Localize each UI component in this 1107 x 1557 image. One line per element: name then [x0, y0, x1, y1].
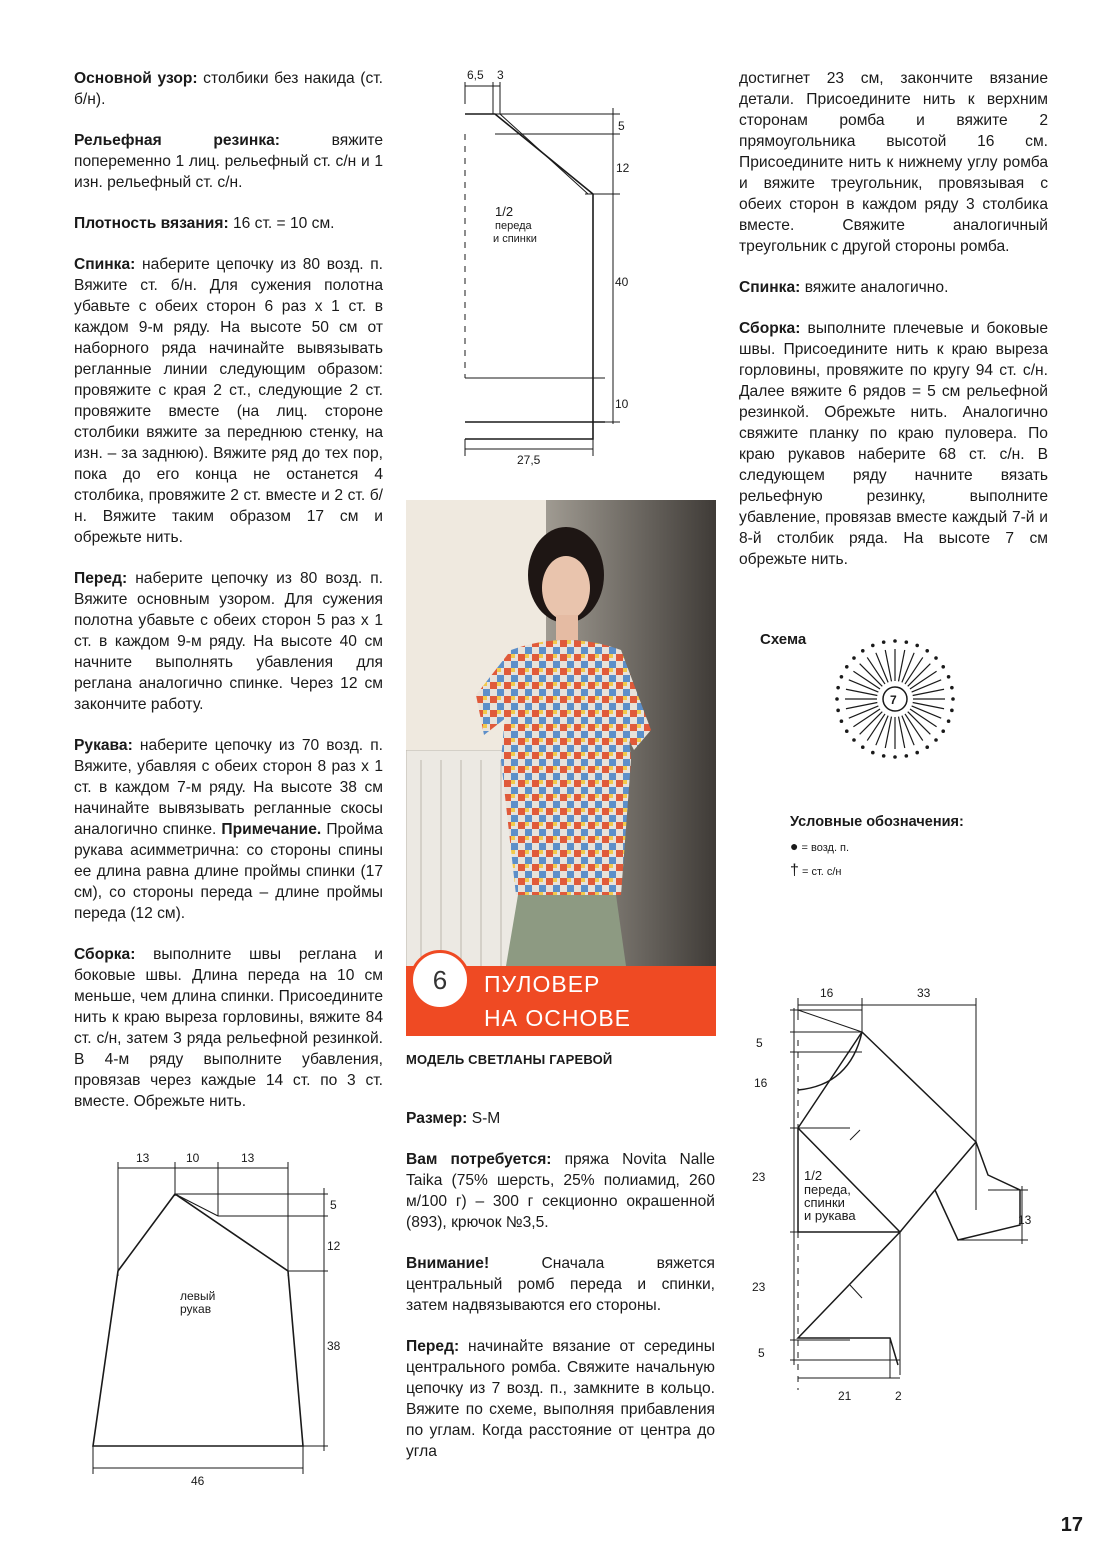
paragraph-text: вяжите аналогично.	[800, 279, 949, 296]
right-label3: спинки	[804, 1195, 845, 1210]
chain-stitch	[852, 738, 856, 742]
right-column-paragraph	[739, 68, 1048, 257]
right-w2: 33	[917, 986, 931, 1000]
paragraph-heading: Основной узор:	[74, 70, 198, 87]
middle-column-paragraph	[406, 1253, 715, 1316]
paragraph-heading: Плотность вязания:	[74, 215, 229, 232]
paragraph-text: наберите цепочку из 80 возд. п. Вяжите ст. б/н. Для сужения полотна убавьте с обеих сторон 6 раз х 1 ст. в каждом 9-м ряду. На высоте 50 см от наборного ряда начинайте вывязывать регланные линии следующим образом: провяжите с края 2 ст., следующие 2 ст. провяжите вместе (на лиц. стороне столбики вяжите за переднюю стенку, на изн. – за заднюю). Вяжите ряд до тех пор, пока до его конца не останется 4 столбика, провяжите 2 ст. вместе и 2 ст. б/н. Вяжите таким образом 17 см и обрежьте нить.	[74, 256, 383, 546]
paragraph-text: 16 ст. = 10 см.	[228, 215, 335, 232]
middle-column-paragraph	[406, 1149, 715, 1233]
paragraph-text: выполните плечевые и боковые швы. Присоедините нить к краю выреза горловины, провяжите по кругу 94 ст. с/н. Далее вяжите 6 рядов = 5 см рельефной резинкой. Обрежьте нить. Аналогично свяжите планку по краю пуловера. По краю рукавов наберите 68 ст. с/н. В следующем ряду начните вязать рельефную резинку, выполните убавление, провязав вместе каждый 7-й и 8-й столбик ряда. На высоте 7 см обрежьте нить.	[739, 320, 1048, 568]
paragraph-text: наберите цепочку из 80 возд. п. Вяжите основным узором. Для сужения полотна убавьте с обеих сторон 5 раз х 1 ст. в каждом 9-м ряду. На высоте 40 см начните выполнять убавления для реглана аналогично спинке. Через 12 см закончите работу.	[74, 570, 383, 713]
legend-title: Условные обозначения:	[790, 814, 964, 830]
chain-stitch	[951, 697, 955, 701]
dim-h1: 5	[618, 119, 625, 133]
left-column-paragraph	[74, 944, 383, 1112]
chain-stitch	[861, 745, 865, 749]
paragraph-heading: Рельефная резинка:	[74, 132, 280, 149]
chain-stitch	[941, 729, 945, 733]
chain-stitch	[861, 649, 865, 653]
chain-stitch	[845, 665, 849, 669]
paragraph-heading: Внимание!	[406, 1255, 490, 1272]
right-w1: 16	[820, 986, 834, 1000]
schema-title: Схема	[760, 631, 807, 648]
chain-stitch	[835, 697, 839, 701]
middle-column-paragraph	[406, 1108, 715, 1129]
diagram-sleeve	[88, 1146, 358, 1491]
chain-stitch	[941, 665, 945, 669]
chain-stitch	[893, 639, 897, 643]
chain-stitch	[871, 751, 875, 755]
chain-stitch	[925, 649, 929, 653]
legend-row-dc	[790, 862, 964, 882]
middle-text-column	[406, 1108, 715, 1482]
paragraph-heading: Перед:	[406, 1338, 460, 1355]
chain-stitch	[840, 675, 844, 679]
chain-stitch	[840, 719, 844, 723]
chain-icon: ●	[790, 838, 799, 854]
paragraph-heading: Вам потребуется:	[406, 1151, 552, 1168]
dim-h3: 40	[615, 275, 629, 289]
right-column-paragraph	[739, 277, 1048, 298]
paragraph-heading: Сборка:	[74, 946, 136, 963]
sleeve-h2: 12	[327, 1239, 341, 1253]
paragraph-note-heading: Примечание.	[221, 821, 322, 838]
right-h3: 23	[752, 1170, 766, 1184]
chain-stitch	[845, 729, 849, 733]
label-front: переда	[495, 220, 532, 232]
right-label1: 1/2	[804, 1168, 823, 1183]
chain-stitch	[934, 738, 938, 742]
title-band	[406, 966, 716, 1036]
paragraph-heading: Рукава:	[74, 737, 133, 754]
chain-stitch	[882, 754, 886, 758]
left-column-paragraph	[74, 213, 383, 234]
dim-width: 27,5	[517, 453, 541, 467]
dim-h2: 12	[616, 161, 630, 175]
right-label2: переда,	[804, 1182, 851, 1197]
crochet-schema	[822, 626, 968, 772]
dim-w2: 3	[497, 68, 504, 82]
title-line2: НА ОСНОВЕ	[484, 1005, 632, 1031]
label-back: и спинки	[493, 233, 537, 245]
sleeve-w2: 10	[186, 1151, 200, 1165]
model-photo	[406, 500, 716, 1036]
paragraph-text: достигнет 23 см, закончите вязание детали. Присоедините нить к верхним сторонам ромба и вяжите 2 прямоугольника высотой 16 см. Присоедините нить к нижнему углу ромба и вяжите треугольник, провязывая с обеих сторон в каждом ряду 3 столбика вместе. Свяжите аналогичный треугольник с другой стороны ромба.	[739, 70, 1048, 255]
chain-stitch	[934, 656, 938, 660]
right-h1: 5	[756, 1036, 763, 1050]
chain-stitch	[852, 656, 856, 660]
sleeve-label1: левый	[180, 1289, 216, 1303]
paragraph-text: столбики без накида (ст. б/н).	[74, 70, 383, 108]
sleeve-w3: 13	[241, 1151, 255, 1165]
chain-stitch	[905, 754, 909, 758]
sleeve-label2: рукав	[180, 1302, 212, 1316]
paragraph-heading: Сборка:	[739, 320, 801, 337]
chain-stitch	[950, 709, 954, 713]
chain-stitch	[882, 640, 886, 644]
paragraph-text: выполните швы реглана и боковые швы. Длина переда на 10 см меньше, чем длина спинки. Присоедините нить к краю выреза горловины, вяжите 84 ст. с/н, затем 3 ряда рельефной резинкой. В 4-м ряду выполните убавления, провязав через каждые 14 ст. по 3 ст. вместе. Обрежьте нить.	[74, 946, 383, 1110]
left-column-paragraph	[74, 735, 383, 924]
paragraph-text: начинайте вязание от середины центрального ромба. Свяжите начальную цепочку из 7 возд. п., замкните в кольцо. Вяжите по схеме, выполняя прибавления по углам. Когда расстояние от центра до угла	[406, 1338, 715, 1460]
right-column-paragraph	[739, 318, 1048, 570]
chain-stitch	[905, 640, 909, 644]
paragraph-heading: Спинка:	[74, 256, 136, 273]
chain-stitch	[893, 755, 897, 759]
paragraph-heading: Перед:	[74, 570, 128, 587]
paragraph-heading: Размер:	[406, 1110, 468, 1127]
legend-ch: = возд. п.	[801, 842, 850, 854]
chain-stitch	[915, 644, 919, 648]
paragraph-text: пряжа Novita Nalle Taika (75% шерсть, 25% полиамид, 260 м/100 г) – 300 г секционно окрашенной (893), крючок №3,5.	[406, 1151, 715, 1231]
sleeve-h3: 38	[327, 1339, 341, 1353]
middle-column-paragraph	[406, 1336, 715, 1462]
legend-row-ch	[790, 838, 964, 858]
chain-stitch	[947, 719, 951, 723]
dim-w1: 6,5	[467, 68, 484, 82]
left-column-paragraph	[74, 68, 383, 110]
paragraph-heading: Спинка:	[739, 279, 801, 296]
right-label4: и рукава	[804, 1208, 856, 1223]
paragraph-text: наберите цепочку из 70 возд. п. Вяжите, убавляя с обеих сторон 8 раз х 1 ст. в каждом 7-м ряду. На высоте 38 см начинайте вывязывать регланные скосы аналогично спинке.	[74, 737, 383, 838]
double-crochet-icon: †	[790, 862, 799, 879]
paragraph-text: вяжите попеременно 1 лиц. рельефный ст. с/н и 1 изн. рельефный ст. с/н.	[74, 132, 383, 191]
left-column-paragraph	[74, 254, 383, 548]
page-number: 17	[1060, 1514, 1083, 1536]
right-cuff: 13	[1018, 1213, 1032, 1227]
right-h2: 16	[754, 1076, 768, 1090]
sleeve-w1: 13	[136, 1151, 150, 1165]
sleeve-h1: 5	[330, 1198, 337, 1212]
dim-h4: 10	[615, 397, 629, 411]
chain-stitch	[836, 686, 840, 690]
model-credit: МОДЕЛЬ СВЕТЛАНЫ ГАРЕВОЙ	[406, 1052, 613, 1067]
right-b2: 2	[895, 1389, 902, 1403]
left-column-paragraph	[74, 568, 383, 715]
legend	[790, 814, 964, 882]
right-text-column	[739, 68, 1048, 590]
left-column-paragraph	[74, 130, 383, 193]
schema-center: 7	[890, 693, 897, 707]
diagram-front-back	[455, 64, 635, 474]
legend-dc: = ст. с/н	[801, 866, 842, 878]
model-number: 6	[410, 950, 470, 1010]
right-h5: 5	[758, 1346, 765, 1360]
diagram-half-front-back-sleeve	[750, 980, 1050, 1410]
paragraph-text: Сначала вяжется центральный ромб переда и спинки, затем надвязываются его стороны.	[406, 1255, 715, 1314]
right-b1: 21	[838, 1389, 852, 1403]
sleeve-width: 46	[191, 1474, 205, 1488]
chain-stitch	[925, 745, 929, 749]
title-line1: ПУЛОВЕР	[484, 971, 601, 997]
paragraph-note-text: Пройма рукава асимметрична: со стороны спины ее длина равна длине проймы спинки (17 см), со стороны переда – длине проймы переда (12 см).	[74, 821, 383, 922]
label-half: 1/2	[495, 204, 514, 219]
paragraph-text: S-M	[467, 1110, 501, 1127]
chain-stitch	[950, 686, 954, 690]
right-h4: 23	[752, 1280, 766, 1294]
chain-stitch	[915, 751, 919, 755]
chain-stitch	[947, 675, 951, 679]
left-text-column	[74, 68, 383, 1132]
chain-stitch	[871, 644, 875, 648]
chain-stitch	[836, 709, 840, 713]
